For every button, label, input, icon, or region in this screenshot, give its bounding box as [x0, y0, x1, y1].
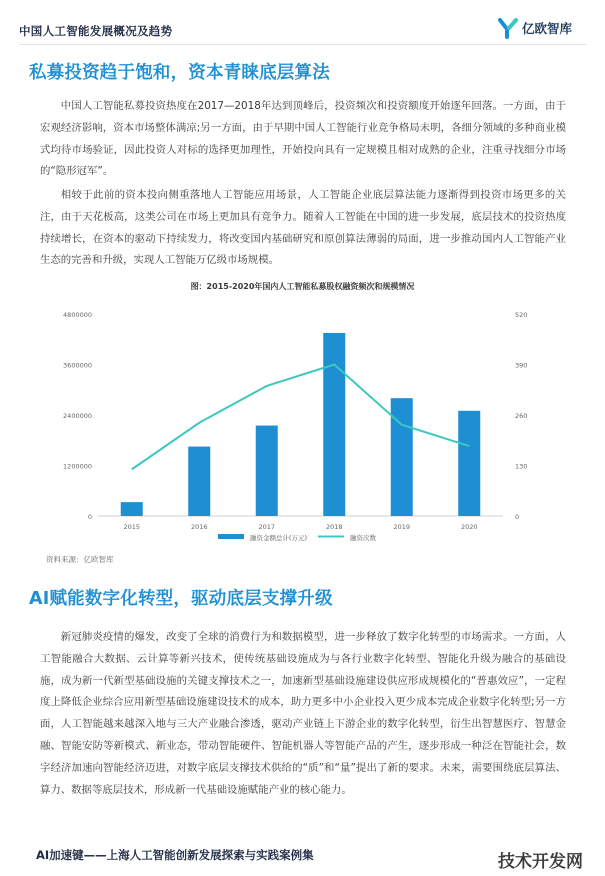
y-left-tick-label: 3600000 [63, 361, 92, 370]
x-tick-label: 2017 [258, 523, 276, 531]
bar [458, 411, 480, 516]
section2-title: AI赋能数字化转型，驱动底层支撑升级 [29, 589, 333, 609]
x-tick-label: 2016 [190, 523, 208, 531]
funding-chart [0, 298, 605, 550]
y-left-tick-label: 1200000 [63, 462, 92, 471]
x-tick-label: 2015 [123, 523, 141, 531]
legend-line-label: 融资次数 [350, 534, 376, 542]
x-tick-label: 2019 [393, 523, 411, 531]
y-right-tick-label: 260 [515, 412, 528, 420]
source-note: 资料来源：亿欧智库 [46, 555, 114, 564]
bar [391, 398, 413, 516]
x-tick-label: 2020 [460, 523, 478, 531]
x-tick-label: 2018 [325, 523, 343, 531]
legend-bar-label: 融资金额总计(万元) [250, 534, 308, 542]
bar [188, 447, 210, 516]
section1-paragraph-2: 相较于此前的资本投向侧重落地人工智能应用场景，人工智能企业底层算法能力逐渐得到投资市场更多的关注，由于天花板高，这类公司在市场上更加具有竞争力。随着人工智能在中国的进一步发展，底层技术的投资热度持续增长，在资本的驱动下持续发力，将改变国内基础研究和原创算法薄弱的局面，进一步推动国内人工智能产业生态的完善和升级，实现人工智能万亿级市场规模。 [40, 189, 566, 267]
section2-paragraph: 新冠肺炎疫情的爆发，改变了全球的消费行为和数据模型，进一步释放了数字化转型的市场需求。一方面，人工智能融合大数据、云计算等新兴技术，使传统基础设施成为与各行业数字化转型、智能化升级为融合的基础设施，成为新一代新型基础设施的关键支撑技术之一，加速新型基础设施建设供应形成规模化的“普惠效应”，一定程度上降低企业综合应用新型基础设施建设技术的成本，助力更多中小企业投入更少成本完成企业数字化转型;另一方面，人工智能越来越深入地与三大产业融合渗透，驱动产业链上下游企业的数字化转型，衍生出智慧医疗、智慧金融、智能安防等新模式、新业态，带动智能硬件、智能机器人等智能产品的产生，逐步形成一种泛在智能社会，数字经济加速向智能经济迈进，对数字底层支撑技术供给的“质”和“量”提出了新的要求。未来，需要围绕底层算法、算力、数据等底层技术，形成新一代基础设施赋能产业的核心能力。 [40, 631, 566, 796]
logo-text: 亿欧智库 [522, 21, 573, 36]
yiou-logo-icon [497, 17, 519, 39]
y-right-tick-label: 390 [515, 361, 528, 370]
y-right-tick-label: 520 [515, 311, 528, 319]
y-left-tick-label: 2400000 [63, 412, 92, 420]
y-left-tick-label: 4800000 [63, 311, 92, 319]
y-right-tick-label: 0 [515, 513, 520, 521]
header-title: 中国人工智能发展概况及趋势 [19, 24, 173, 38]
y-right-tick-label: 130 [515, 462, 528, 471]
logo [497, 17, 572, 39]
bar [323, 333, 345, 516]
bar [256, 426, 278, 516]
header-divider [19, 44, 586, 45]
footer-title: AI加速键——上海人工智能创新发展探索与实践案例集 [36, 848, 314, 862]
section1-title: 私募投资趋于饱和，资本青睐底层算法 [29, 63, 330, 83]
watermark: 技术开发网 [498, 852, 583, 872]
section1-paragraph-1: 中国人工智能私募投资热度在2017—2018年达到顶峰后，投资频次和投资额度开始逐年回落。一方面，由于宏观经济影响，资本市场整体满凉;另一方面，由于早期中国人工智能行业竞争格局未明，各细分领域的多种商业模式均待市场验证，因此投资人对标的选择更加理性，开始投向具有一定规模且相对成熟的企业，注重寻找细分市场的“隐形冠军”。 [40, 100, 566, 178]
chart-title: 图：2015-2020年国内人工智能私募股权融资频次和规模情况 [190, 282, 415, 291]
line-series [132, 365, 470, 470]
legend-bar-swatch [218, 534, 244, 539]
y-left-tick-label: 0 [87, 513, 92, 521]
bar [121, 502, 143, 516]
